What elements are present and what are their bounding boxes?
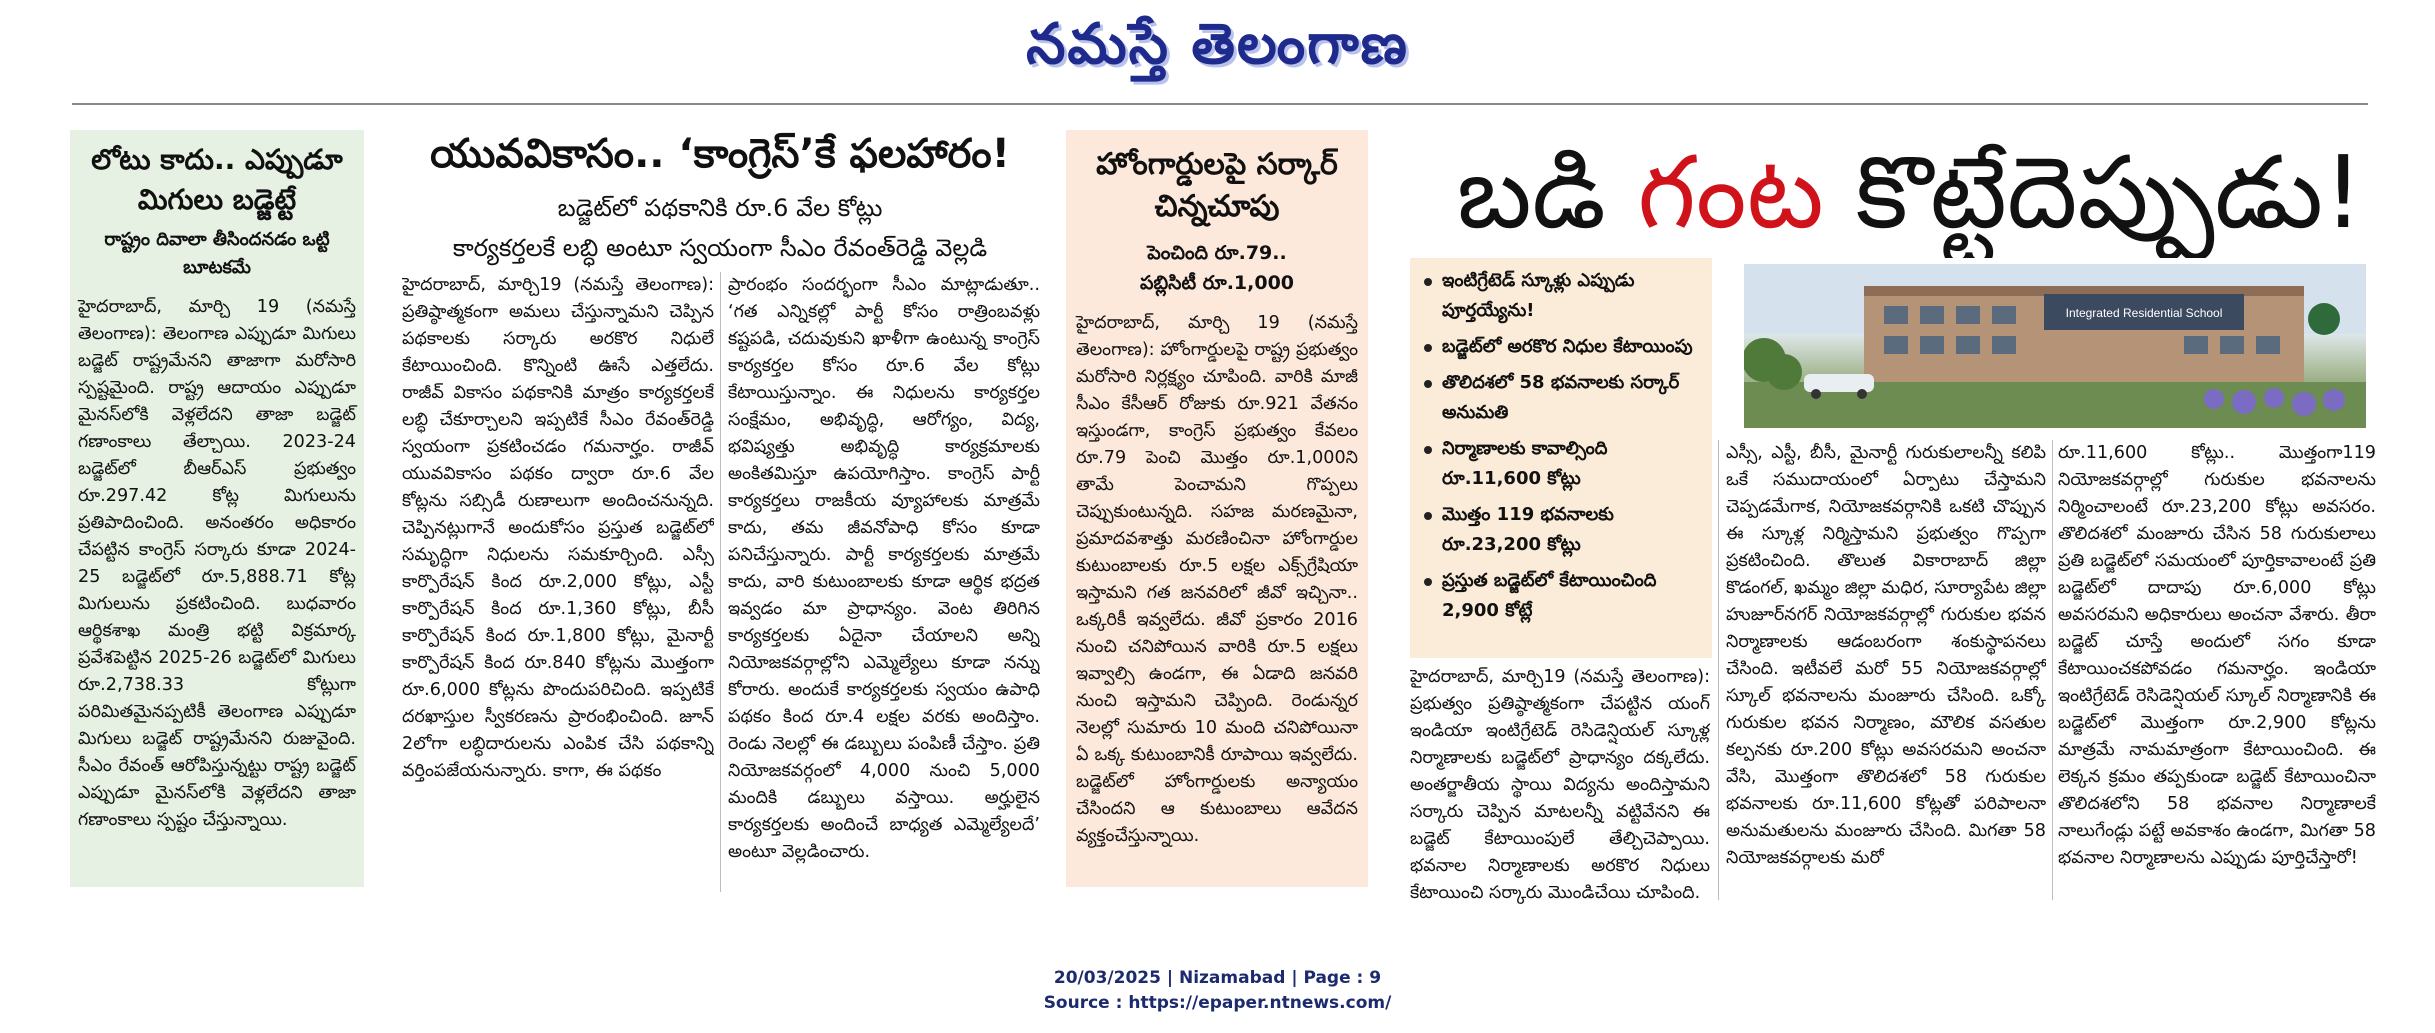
- highlight-item: నిర్మాణాలకు కావాల్సింది రూ.11,600 కోట్లు: [1420, 434, 1702, 494]
- masthead: [0, 8, 2435, 80]
- story-body: హైదరాబాద్, మార్చి 19 (నమస్తే తెలంగాణ): హోంగార్డులపై రాష్ట్ర ప్రభుత్వం మరోసారి నిర్లక్ష్యం చూపింది. వారికి మాజీ సీఎం కేసీఆర్ రోజుకు రూ.921 వేతనం ఇస్తుండగా, కాంగ్రెస్ ప్రభుత్వం కేవలం రూ.79 పెంచి మొత్తం రూ.1,000ని తామే పెంచామని గొప్పలు చెప్పుకుంటున్నది. సహజ మరణమైనా, ప్రమాదవశాత్తు మరణించినా హోంగార్డుల కుటుంబాలకు రూ.5 లక్షల ఎక్స్‌గ్రేషియా ఇస్తామని గత జనవరిలో జీవో ఇచ్చినా.. ఒక్కరికీ ఇవ్వలేదు. జీవో ప్రకారం 2016 నుంచి చనిపోయిన వారికి రూ.5 లక్షలు ఇవ్వాల్సి ఉండగా, ఈ ఏడాది జనవరి నుంచి ఇస్తామని చెప్పింది. రెండున్నర నెలల్లో సుమారు 10 మంది చనిపోయినా ఏ ఒక్క కుటుంబానికీ రూపాయి ఇవ్వలేదు. బడ్జెట్‌లో హోంగార్డులకు అన్యాయం చేసిందని ఆ కుటుంబాలు ఆవేదన వ్యక్తంచేస్తున్నాయి.: [1076, 313, 1358, 846]
- column-divider: [720, 272, 721, 892]
- story-body-column: ప్రారంభం సందర్భంగా సీఎం మాట్లాడుతూ.. ‘గత ఎన్నికల్లో పార్టీ కోసం రాత్రింబవళ్లు కష్టపడి, చదువుకుని ఖాళీగా ఉంటున్న కాంగ్రెస్ కార్యకర్తల కోసం రూ.6 వేల కోట్లు కేటాయిస్తున్నాం. ఈ నిధులను కార్యకర్తల సంక్షేమం, అభివృద్ధి, ఆరోగ్యం, విద్య, భవిష్యత్తు అభివృద్ధి కార్యక్రమాలకు అంకితమిస్తూ ఉపయోగిస్తాం. కాంగ్రెస్ పార్టీ కార్యకర్తలు రాజకీయ వ్యూహాలకు మాత్రమే కాదు, తమ జీవనోపాధి కోసం కూడా పనిచేస్తున్నారు. పార్టీ కార్యకర్తలకు మాత్రమే కాదు, వారి కుటుంబాలకు కూడా ఆర్థిక భద్రత ఇవ్వడం మా ప్రాధాన్యం. వెంట తిరిగిన కార్యకర్తలకు ఏదైనా చేయాలని అన్ని నియోజకవర్గాల్లోని ఎమ్మెల్యేలు కూడా నన్ను కోరారు. అందుకే కార్యకర్తలకు స్వయం ఉపాధి పథకం కింద రూ.4 లక్షల వరకు అందిస్తాం. రెండు నెలల్లో ఈ డబ్బులు పంపిణీ చేస్తాం. ప్రతి నియోజకవర్గంలో 4,000 నుంచి 5,000 మందికి డబ్బులు వస్తాయి. అర్హులైన కార్యకర్తలకు అందించే బాధ్యత ఎమ్మెల్యేలదే’ అంటూ వెల్లడించారు.: [728, 275, 1040, 862]
- highlight-item: బడ్జెట్‌లో అరకొర నిధుల కేటాయింపు: [1420, 332, 1702, 362]
- story-body-column: ఎస్సీ, ఎస్టీ, బీసీ, మైనార్టీ గురుకులాలన్నీ కలిపి ఒకే సముదాయంలో ఏర్పాటు చేస్తామని చెప్పడమేగాక, నియోజకవర్గానికి ఒకటి చొప్పున ఈ స్కూళ్ల నిర్మిస్తామని ప్రభుత్వం గొప్పగా ప్రకటించింది. తొలుత వికారాబాద్ జిల్లా కొడంగల్, ఖమ్మం జిల్లా మధిర, సూర్యాపేట జిల్లా హుజూర్‌నగర్ నియోజకవర్గాల్లో గురుకుల భవన నిర్మాణాలకు ఆడంబరంగా శంకుస్థాపనలు చేసింది. ఇటీవలే మరో 55 నియోజకవర్గాల్లో స్కూల్ భవనాలను మంజూరు చేసింది. ఒక్కో గురుకుల భవన నిర్మాణం, మౌలిక వసతుల కల్పనకు రూ.200 కోట్లు అవసరమని అంచనా వేసి, మొత్తంగా తొలిదశలో 58 గురుకుల భవనాలకు రూ.11,600 కోట్లతో పరిపాలనా అనుమతులను మంజూరు చేసింది. మిగతా 58 నియోజకవర్గాలకు మరో: [1726, 443, 2046, 868]
- story-subhead: పబ్లిసిటీ రూ.1,000: [1139, 272, 1295, 294]
- story-highlights-box: [1410, 258, 1712, 658]
- headline-word: కొట్టేదెప్పుడు!: [1855, 134, 2364, 251]
- headline-word: బడి: [1456, 134, 1606, 251]
- story-subhead: కార్యకర్తలకే లబ్ధి అంటూ స్వయంగా సీఎం రేవంత్‌రెడ్డి వెల్లడి: [452, 234, 988, 262]
- headline-word-highlight: గంట: [1637, 134, 1824, 251]
- story-headline: హోంగార్డులపై సర్కార్ చిన్నచూపు: [1096, 147, 1338, 224]
- column-divider: [2052, 440, 2053, 900]
- school-building-illustration: [1744, 264, 2366, 428]
- highlights-list: [1420, 266, 1702, 626]
- building-signboard: Integrated Residential School: [2065, 306, 2223, 320]
- story-surplus-budget: [70, 130, 364, 887]
- story-subhead: రాష్ట్రం దివాలా తీసిందనడం ఒట్టి బూటకమే: [104, 229, 330, 278]
- edition-info: 20/03/2025 | Nizamabad | Page : 9: [1053, 968, 1382, 988]
- highlight-item: ఇంటిగ్రేటెడ్ స్కూళ్లు ఎప్పుడు పూర్తయ్యేను!: [1420, 266, 1702, 326]
- newspaper-title: నమస్తే తెలంగాణ: [1026, 11, 1409, 77]
- story-school-bell-headline: [1420, 128, 2400, 258]
- masthead-divider: [72, 103, 2368, 105]
- school-building-photo: [1744, 264, 2366, 428]
- highlight-item: మొత్తం 119 భవనాలకు రూ.23,200 కోట్లు: [1420, 500, 1702, 560]
- highlight-item: ప్రస్తుత బడ్జెట్‌లో కేటాయించింది 2,900 కోట్లే: [1420, 566, 1702, 626]
- story-body-column: హైదరాబాద్, మార్చి19 (నమస్తే తెలంగాణ): ప్రభుత్వం ప్రతిష్ఠాత్మకంగా చేపట్టిన యంగ్ ఇండియా ఇంటిగ్రేటెడ్ రెసిడెన్షియల్ స్కూళ్ల నిర్మాణాలకు బడ్జెట్‌లో ప్రాధాన్యం దక్కలేదు. అంతర్జాతీయ స్థాయి విద్యను అందిస్తామని సర్కారు చెప్పిన మాటలన్నీ వట్టివేనని ఈ బడ్జెట్ కేటాయింపులే తేల్చిచెప్పాయి. భవనాల నిర్మాణాలకు అరకొర నిధులు కేటాయించి సర్కారు మొండిచేయి చూపింది.: [1410, 667, 1710, 903]
- story-headline: లోటు కాదు.. ఎప్పుడూ మిగులు బడ్జెట్టే: [91, 143, 343, 216]
- story-subhead: పెంచింది రూ.79..: [1147, 242, 1287, 264]
- story-body-column: రూ.11,600 కోట్లు.. మొత్తంగా119 నియోజకవర్గాల్లో గురుకుల భవనాలను నిర్మించాలంటే రూ.23,200 కోట్లు అవసరం. తొలిదశలో మంజూరు చేసిన 58 గురుకులాలు ప్రతి బడ్జెట్‌లో సమయంలో పూర్తికావాలంటే ప్రతి బడ్జెట్‌లో దాదాపు రూ.6,000 కోట్లు అవసరమని అధికారులు అంచనా వేశారు. తీరా బడ్జెట్ చూస్తే అందులో సగం కూడా కేటాయించకపోవడం గమనార్హం. ఇండియా ఇంటిగ్రేటెడ్ రెసిడెన్షియల్ స్కూల్ నిర్మాణానికి ఈ బడ్జెట్‌లో మొత్తంగా రూ.2,900 కోట్లను మాత్రమే నామమాత్రంగా కేటాయించింది. ఈ లెక్కన క్రమం తప్పకుండా బడ్జెట్ కేటాయించినా తొలిదశలోని 58 భవనాల నిర్మాణాలకే నాలుగేండ్లు పట్టే అవకాశం ఉండగా, మిగతా 58 భవనాల నిర్మాణాలను ఎప్పుడు పూర్తిచేస్తారో!: [2058, 443, 2376, 868]
- story-body-column: హైదరాబాద్, మార్చి19 (నమస్తే తెలంగాణ): ప్రతిష్ఠాత్మకంగా అమలు చేస్తున్నామని చెప్పిన పథకాలకు సర్కారు అరకొర నిధులే కేటాయించింది. కొన్నింటి ఊసే ఎత్తలేదు. రాజీవ్ వికాసం పథకానికి మాత్రం కార్యకర్తలకే లబ్ధి చేకూర్చాలని ఇప్పటికే సీఎం రేవంత్‌రెడ్డి స్వయంగా ప్రకటించడం గమనార్హం. రాజీవ్ యువవికాసం పథకం ద్వారా రూ.6 వేల కోట్లను సబ్సిడీ రుణాలుగా అందించనున్నది. చెప్పినట్లుగానే అందుకోసం ప్రస్తుత బడ్జెట్‌లో సమృద్ధిగా నిధులను సమకూర్చింది. ఎస్సీ కార్పొరేషన్ కింద రూ.2,000 కోట్లు, ఎస్టీ కార్పొరేషన్ కింద రూ.1,360 కోట్లు, బీసీ కార్పొరేషన్ కింద రూ.1,800 కోట్లు, మైనార్టీ కార్పొరేషన్ కింద రూ.840 కోట్లను మొత్తంగా రూ.6,000 కోట్లను పొందుపరిచింది. ఇప్పటికే దరఖాస్తుల స్వీకరణను ప్రారంభించింది. జూన్ 2లోగా లబ్ధిదారులను ఎంపిక చేసి పథకాన్ని వర్తింపజేయనున్నారు. కాగా, ఈ పథకం: [402, 275, 714, 781]
- story-yuvavikasam-headline: యువవికాసం.. ‘కాంగ్రెస్’కే ఫలహారం!: [430, 131, 1010, 177]
- story-yuvavikasam-subheads: [380, 188, 1060, 268]
- story-body: హైదరాబాద్, మార్చి 19 (నమస్తే తెలంగాణ): తెలంగాణ ఎప్పుడూ మిగులు బడ్జెట్ రాష్ట్రమేనని తాజాగా మరోసారి స్పష్టమైంది. రాష్ట్ర ఆదాయం ఎప్పుడూ మైనస్‌లోకి వెళ్లలేదని తాజా బడ్జెట్ గణాంకాలు తేల్చాయి. 2023-24 బడ్జెట్‌లో బీఆర్‌ఎస్ ప్రభుత్వం రూ.297.42 కోట్ల మిగులును ప్రతిపాదించింది. అనంతరం అధికారం చేపట్టిన కాంగ్రెస్ సర్కారు కూడా 2024-25 బడ్జెట్‌లో రూ.5,888.71 కోట్ల మిగులును ప్రకటించింది. బుధవారం ఆర్థికశాఖ మంత్రి భట్టి విక్రమార్క ప్రవేశపెట్టిన 2025-26 బడ్జెట్‌లో మిగులు రూ.2,738.33 కోట్లుగా పరిమితమైనప్పటికీ తెలంగాణ ఎప్పుడూ మిగులు బడ్జెట్ రాష్ట్రమేనని రుజువైంది. సీఎం రేవంత్ ఆరోపిస్తున్నట్టు రాష్ట్ర బడ్జెట్ ఎప్పుడూ మైనస్‌లోకి వెళ్లలేదని తాజా గణాంకాలు స్పష్టం చేస్తున్నాయి.: [78, 297, 356, 830]
- highlight-item: తొలిదశలో 58 భవనాలకు సర్కార్ అనుమతి: [1420, 368, 1702, 428]
- source-link[interactable]: Source : https://epaper.ntnews.com/: [1043, 993, 1392, 1013]
- column-divider: [1718, 440, 1719, 900]
- story-subhead: బడ్జెట్‌లో పథకానికి రూ.6 వేల కోట్లు: [557, 194, 883, 222]
- story-home-guards: [1066, 130, 1368, 887]
